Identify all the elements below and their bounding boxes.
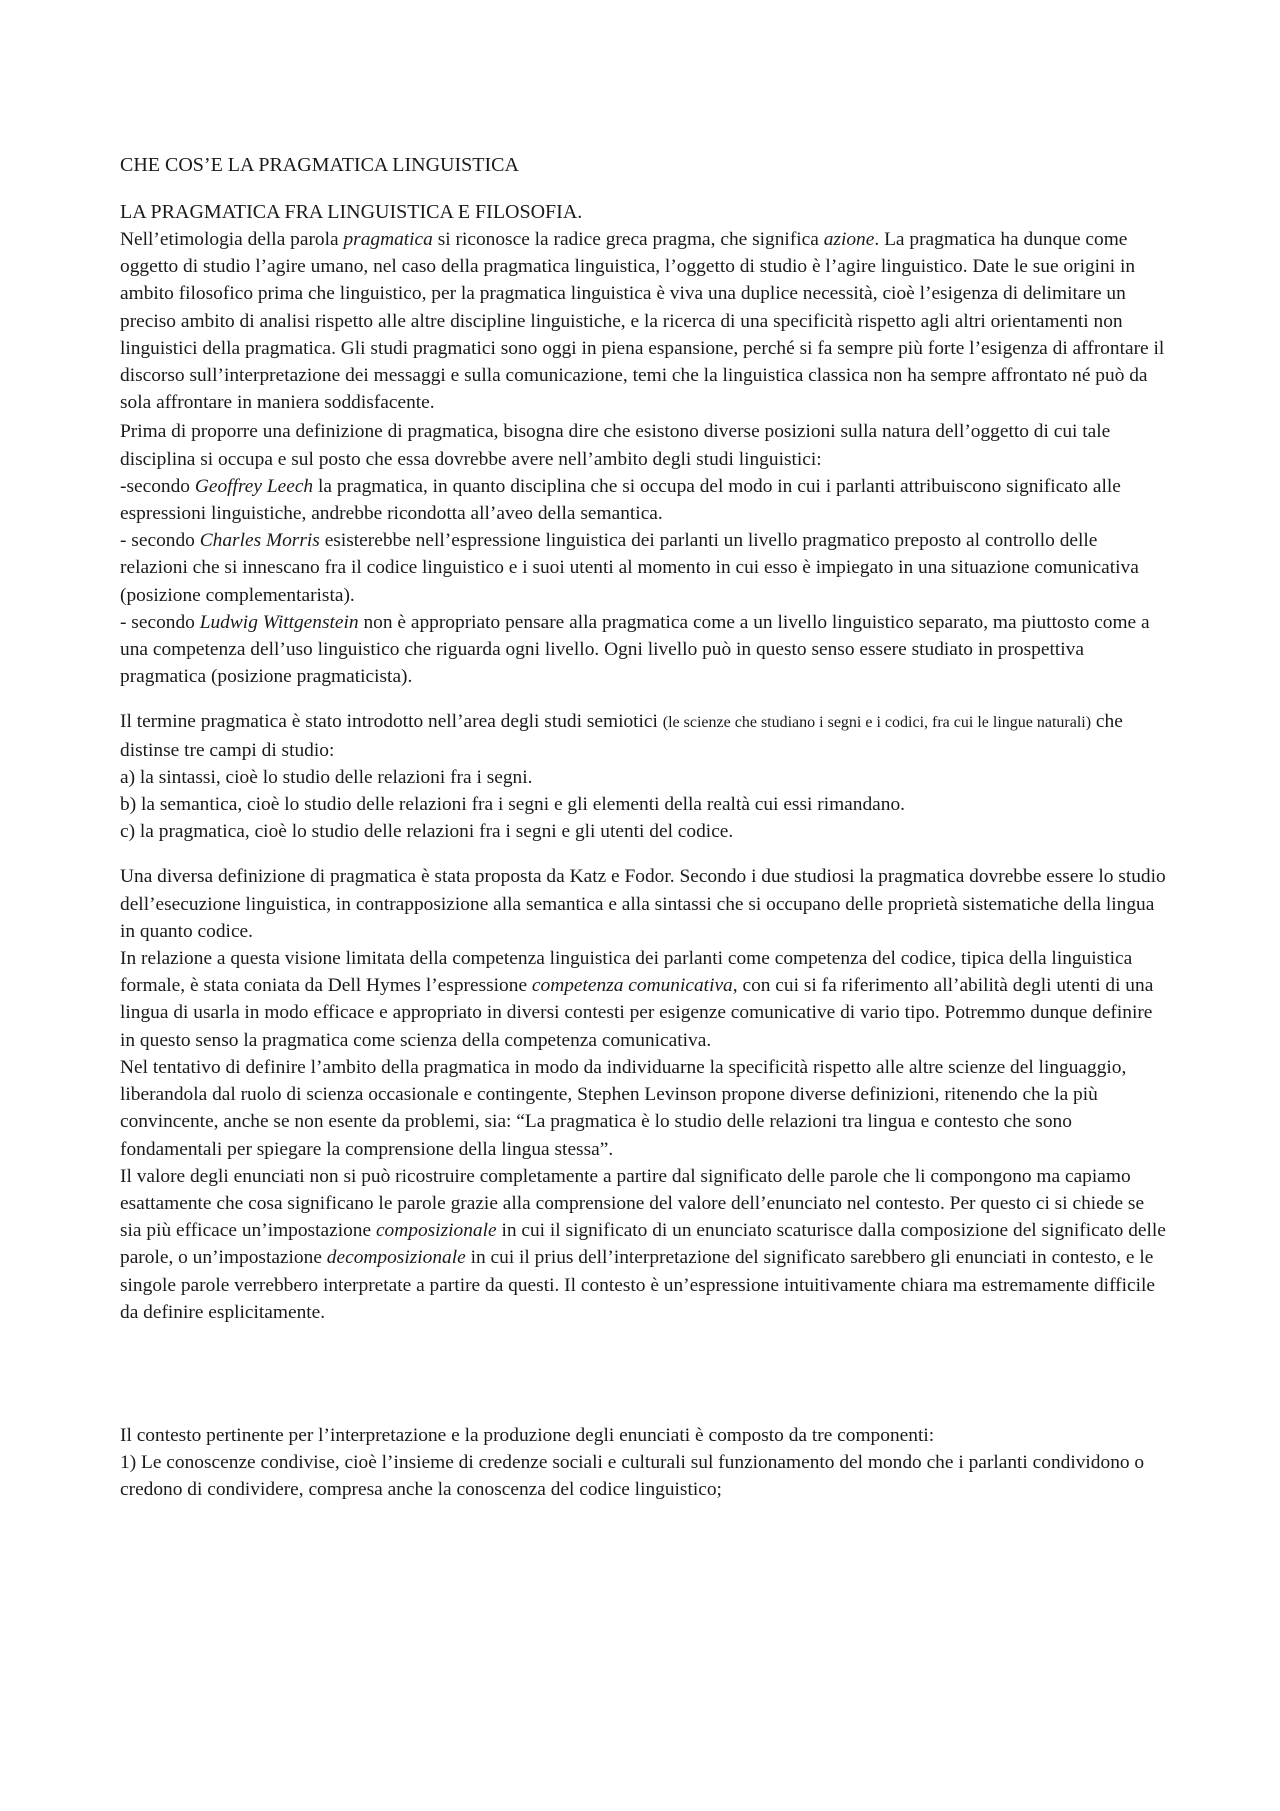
paragraph-conoscenze: 1) Le conoscenze condivise, cioè l’insieme di credenze sociali e culturali sul funzionamento del mondo che i parlanti condividono o credono di condividere, compresa anche la conoscenza del codice linguistico; [120, 1452, 1145, 1501]
term-composizionale: composizionale [375, 1220, 497, 1242]
term-pragmatica: pragmatica [343, 229, 433, 250]
paragraph-positions-intro: Prima di proporre una definizione di pragmatica, bisogna dire che esistono diverse posizioni sulla natura dell’oggetto di cui tale disciplina si occupa e sul posto che essa dovrebbe avere nell’ambito degli studi linguistici: [120, 421, 1111, 470]
list-item: c) la pragmatica, cioè lo studio delle relazioni fra i segni e gli utenti del codice. [120, 821, 734, 843]
document-body [120, 152, 1166, 1504]
paragraph-leech: -secondo Geoffrey Leech la pragmatica, in quanto disciplina che si occupa del modo in cui i parlanti attribuiscono significato alle espressioni linguistiche, andrebbe ricondotta all’aveo della semantica. [120, 475, 1121, 525]
author-morris: Charles Morris [199, 530, 320, 552]
term-competenza-comunicativa: competenza comunicativa [531, 975, 733, 997]
document-title: CHE COS’E LA PRAGMATICA LINGUISTICA [120, 154, 519, 176]
term-azione: azione [823, 229, 875, 250]
paragraph-semiotics: Il termine pragmatica è stato introdotto nell’area degli studi semiotici (le scienze che studiano i segni e i codici, fra cui le lingue naturali) che distinse tre campi di studio: [120, 711, 1123, 761]
paragraph-levinson: Nel tentativo di definire l’ambito della pragmatica in modo da individuarne la specificità rispetto alle altre scienze del linguaggio, liberandola dal ruolo di scienza occasionale e contingente, Stephen Levinson propone diverse definizioni, ritenendo che la più convincente, anche se non esente da problemi, sia: “La pragmatica è lo studio delle relazioni tra lingua e contesto che sono fondamentali per spiegare la comprensione della lingua stessa”. [120, 1056, 1127, 1160]
paragraph-enunciati: Il valore degli enunciati non si può ricostruire completamente a partire dal significato delle parole che li compongono ma capiamo esattamente che cosa significano le parole grazie alla comprensione del valore dell’enunciato nel contesto. Per questo ci si chiede se sia più efficace un’impostazione composizionale in cui il significato di un enunciato scaturisce dalla composizione del significato delle parole, o un’impostazione decomposizionale in cui il prius dell’interpretazione del significato sarebbero gli enunciati in contesto, e le singole parole verrebbero interpretate a partire da questi. Il contesto è un’espressione intuitivamente chiara ma estremamente difficile da definire esplicitamente. [120, 1165, 1166, 1323]
section-title: LA PRAGMATICA FRA LINGUISTICA E FILOSOFIA. [120, 201, 583, 223]
semiotics-note: (le scienze che studiano i segni e i codici, fra cui le lingue naturali) [662, 714, 1092, 732]
author-leech: Geoffrey Leech [194, 475, 314, 497]
term-decomposizionale: decomposizionale [326, 1247, 466, 1269]
list-item: b) la semantica, cioè lo studio delle relazioni fra i segni e gli elementi della realtà cui essi rimandano. [120, 794, 906, 816]
paragraph-katz-fodor: Una diversa definizione di pragmatica è stata proposta da Katz e Fodor. Secondo i due studiosi la pragmatica dovrebbe essere lo studio dell’esecuzione linguistica, in contrapposizione alla semantica e alla sintassi che si occupano delle proprietà sistematiche della lingua in quanto codice. [120, 866, 1166, 942]
paragraph-contesto: Il contesto pertinente per l’interpretazione e la produzione degli enunciati è composto da tre componenti: [120, 1424, 935, 1446]
list-item: a) la sintassi, cioè lo studio delle relazioni fra i segni. [120, 766, 533, 788]
author-wittgenstein: Ludwig Wittgenstein [199, 611, 359, 633]
paragraph-etymology: Nell’etimologia della parola pragmatica si riconosce la radice greca pragma, che significa azione. La pragmatica ha dunque come oggetto di studio l’agire umano, nel caso della pragmatica linguistica, l’oggetto di studio è l’agire linguistico. Date le sue origini in ambito filosofico prima che linguistico, per la pragmatica linguistica è viva una duplice necessità, cioè l’esigenza di delimitare un preciso ambito di analisi rispetto alle altre discipline linguistiche, e la ricerca di una specificità rispetto agli altri orientamenti non linguistici della pragmatica. Gli studi pragmatici sono oggi in piena espansione, perché si fa sempre più forte l’esigenza di affrontare il discorso sull’interpretazione dei messaggi e sulla comunicazione, temi che la linguistica classica non ha sempre affrontato né può da sola affrontare in maniera soddisfacente. [120, 229, 1165, 414]
paragraph-hymes: In relazione a questa visione limitata della competenza linguistica dei parlanti come competenza del codice, tipica della linguistica formale, è stata coniata da Dell Hymes l’espressione competenza comunicativa, con cui si fa riferimento all’abilità degli utenti di una lingua di usarla in modo efficace e appropriato in diversi contesti per esigenze comunicative di vario tipo. Potremmo dunque definire in questo senso la pragmatica come scienza della competenza comunicativa. [120, 948, 1154, 1051]
paragraph-morris: - secondo Charles Morris esisterebbe nell’espressione linguistica dei parlanti un livello pragmatico preposto al controllo delle relazioni che si innescano fra il codice linguistico e i suoi utenti al momento in cui esso è impiegato in una situazione comunicativa (posizione complementarista). [120, 530, 1139, 606]
paragraph-wittgenstein: - secondo Ludwig Wittgenstein non è appropriato pensare alla pragmatica come a un livello linguistico separato, ma piuttosto come a una competenza dell’uso linguistico che riguarda ogni livello. Ogni livello può in questo senso essere studiato in prospettiva pragmatica (posizione pragmaticista). [120, 611, 1150, 688]
